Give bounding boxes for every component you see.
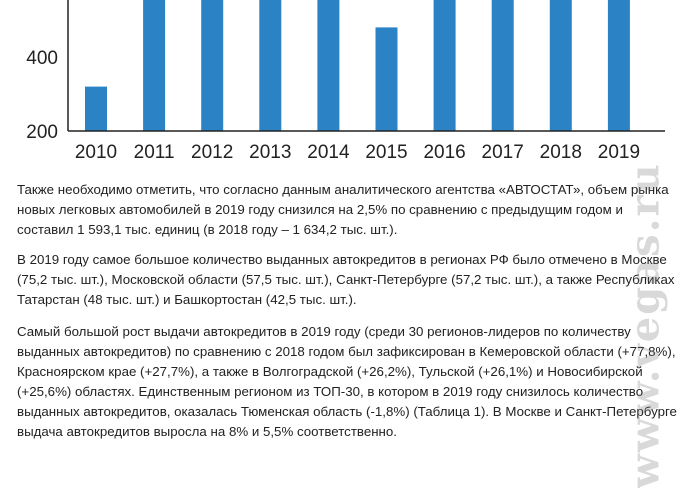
x-tick-label: 2015 xyxy=(365,142,408,163)
bar-chart xyxy=(0,0,687,168)
paragraph-autostat: Также необходимо отметить, что согласно данным аналитического агентства «АВТОСТАТ», объем рынка новых легковых автомобилей в 2019 году снизился на 2,5% по сравнению с предыдущим годом и составил 1 593,1 тыс. единиц (в 2018 году – 1 634,2 тыс. шт.). xyxy=(17,182,669,237)
paragraph-regions-growth: Самый большой рост выдачи автокредитов в 2019 году (среди 30 регионов-лидеров по количеству выданных автокредитов) по сравнению с 2018 годом был зафиксирован в Кемеровской области (+77,8%), Красноярском крае (+27,7%), а также в Волгоградской (+26,2%), Тульской (+26,1%) и Новосибирской (+25,6%) областях. Единственным регионом из ТОП-30, в котором в 2019 году снизилось количество выданных автокредитов, оказалась Тюменская область (-1,8%) (Таблица 1). В Москве и Санкт-Петербурге выдача автокредитов выросла на 8% и 5,5% соответственно. xyxy=(17,324,677,439)
bar-2019 xyxy=(608,0,630,131)
x-tick-label: 2012 xyxy=(191,142,234,163)
bar-2013 xyxy=(259,0,281,131)
y-tick-label: 400 xyxy=(26,48,58,69)
x-tick-label: 2011 xyxy=(133,142,175,163)
y-axis xyxy=(26,0,68,143)
bar-2010 xyxy=(85,87,107,131)
watermark-text: www.vegas.ru xyxy=(621,161,669,488)
y-tick-label: 200 xyxy=(26,122,58,143)
x-tick-label: 2016 xyxy=(423,142,466,163)
x-tick-label: 2019 xyxy=(597,142,641,163)
x-tick-label: 2014 xyxy=(307,142,350,163)
x-tick-label: 2018 xyxy=(539,142,582,163)
paragraph-regions-volume: В 2019 году самое большое количество выданных автокредитов в регионах РФ было отмечено в Москве (75,2 тыс. шт.), Московской области (57,5 тыс. шт.), Санкт-Петербурге (57,2 тыс. шт.), а также Республиках Татарстан (48 тыс. шт.) и Башкортостан (42,5 тыс. шт.). xyxy=(17,252,675,307)
bars xyxy=(85,0,630,131)
x-tick-label: 2013 xyxy=(249,142,292,163)
x-tick-label: 2017 xyxy=(481,142,524,163)
x-axis xyxy=(68,131,665,163)
bar-2018 xyxy=(550,0,572,131)
bar-2014 xyxy=(317,0,339,131)
x-tick-label: 2010 xyxy=(74,142,118,163)
bar-2012 xyxy=(201,0,223,131)
watermark-logo xyxy=(621,161,669,488)
bar-2017 xyxy=(492,0,514,131)
bar-2011 xyxy=(143,0,165,131)
bar-2015 xyxy=(376,27,398,131)
bar-2016 xyxy=(434,0,456,131)
